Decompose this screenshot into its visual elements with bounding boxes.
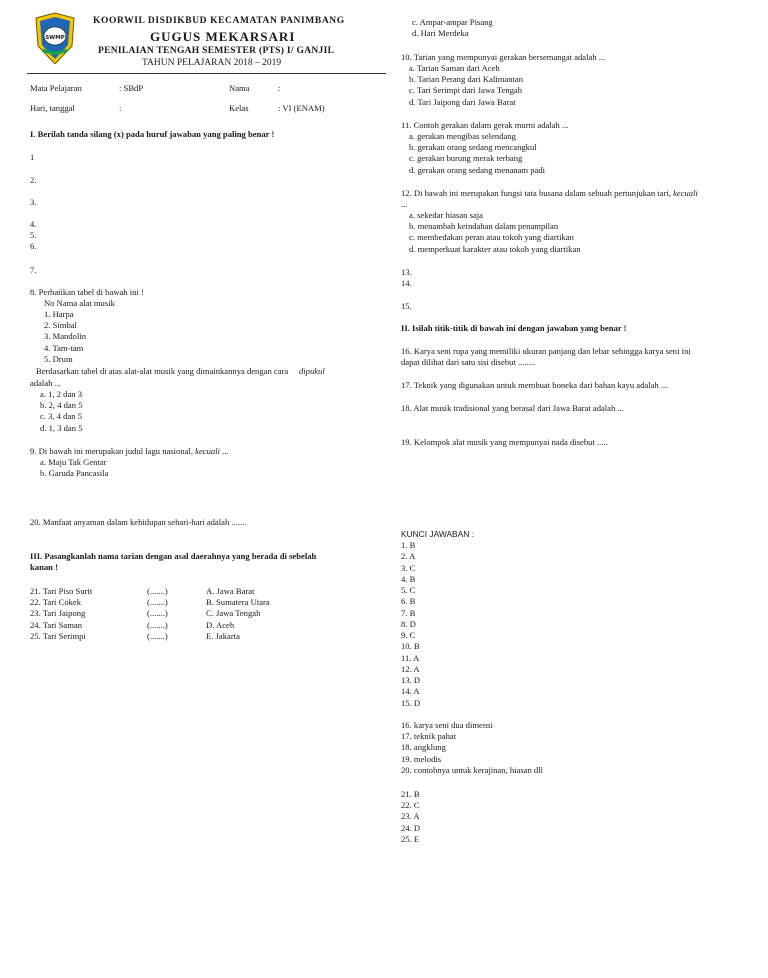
question-14: 14. [401, 278, 412, 288]
option-item: c. Tari Serimpi dari Jawa Tengah [409, 85, 523, 96]
answer-item: 5. C [401, 585, 416, 595]
table-row: 3. Mandolin [44, 331, 87, 342]
matching-region: D. Aceh [206, 619, 235, 630]
answer-item: 18. angklung [401, 742, 446, 753]
question-10-options [409, 63, 523, 108]
date-label: Hari, tanggal [30, 103, 75, 113]
name-value: : [278, 83, 281, 93]
matching-item: 21. Tari Piso Surit [30, 586, 93, 596]
section-3-title: III. Pasangkanlah nama tarian dengan asal daerahnya yang berada di sebelah [30, 551, 317, 561]
option-item: d. 1, 3 dan 5 [40, 422, 83, 433]
answer-blank: (.......) [147, 630, 168, 641]
question-19: 19. Kelompok alat musik yang mempunyai nada disebut ..... [401, 437, 608, 447]
answer-blank: (.......) [147, 586, 168, 596]
class-value: : VI (ENAM) [278, 103, 325, 113]
option-item: d. Hari Merdeka [412, 28, 469, 39]
school-emblem-icon [34, 12, 76, 64]
answer-item: 21. B [401, 789, 420, 799]
question-8-stem: 8. Perhatikan tabel di bawah ini ! [30, 287, 144, 297]
question-13: 13. [401, 267, 412, 277]
table-row: 1. Harpa [44, 309, 74, 319]
matching-region: E. Jakarta [206, 630, 240, 641]
question-8-options [40, 389, 83, 434]
matching-item: 22. Tari Cokek [30, 597, 82, 608]
date-value: : [119, 103, 122, 113]
matching-item: 24. Tari Saman [30, 619, 82, 630]
question-6: 6. [30, 241, 37, 251]
section-1-title: I. Berilah tanda silang (x) pada huruf jawaban yang paling benar ! [30, 129, 275, 139]
table-row: 2. Simbal [44, 320, 77, 331]
section-2-title: II. Isilah titik-titik di bawah ini dengan jawaban yang benar ! [401, 323, 627, 333]
question-12-options [409, 210, 581, 255]
matching-region: B. Sumatera Utara [206, 597, 270, 608]
header-school-year: TAHUN PELAJARAN 2018 – 2019 [142, 58, 282, 68]
question-8-text-end: adalah ... [30, 378, 62, 388]
question-11-stem: 11. Contoh gerakan dalam gerak murni adalah ... [401, 120, 569, 130]
question-16: 16. Karya seni rupa yang memiliki ukuran panjang dan lebar sehingga karya seni ini [401, 346, 691, 356]
name-label: Nama [229, 83, 250, 93]
header-exam-title: PENILAIAN TENGAH SEMESTER (PTS) I/ GANJIL [98, 46, 335, 56]
answer-item: 2. A [401, 551, 416, 562]
question-2: 2. [30, 175, 37, 185]
answer-item: 20. contohnya untuk kerajinan, hiasan dll [401, 764, 544, 775]
option-item: a. Tarian Saman dari Aceh [409, 63, 500, 73]
answer-item: 9. C [401, 630, 416, 640]
option-item: d. Tari Jaipong dari Jawa Barat [409, 96, 516, 107]
option-item: c. membedakan peran atau tokoh yang diartikan [409, 232, 574, 243]
subject-label: Mata Pelajaran [30, 83, 82, 93]
option-item: c. gerakan burung merak terbang [409, 153, 523, 164]
matching-blanks [147, 586, 168, 642]
answer-item: 8. D [401, 618, 416, 629]
question-11-options [409, 131, 545, 176]
question-8-table [44, 309, 86, 365]
answer-key-title: KUNCI JAWABAN : [401, 529, 474, 539]
table-row: 5. Drum [44, 353, 73, 364]
option-item: c. Ampar-ampar Pisang [412, 17, 493, 27]
answer-item: 24. D [401, 822, 421, 833]
question-8-text: Berdasarkan tabel di atas alat-alat musik yang dimainkannya dengan cara dipukul [36, 366, 325, 376]
answer-item: 7. B [401, 607, 416, 618]
option-item: a. 1, 2 dan 3 [40, 389, 83, 399]
question-5: 5. [30, 230, 37, 240]
option-item: a. sekedar hiasan saja [409, 210, 483, 220]
answer-item: 16. karya seni dua dimensi [401, 720, 493, 730]
option-item: d. memperkuat karakter atau tokoh yang diartikan [409, 243, 581, 254]
header-divider [27, 73, 386, 74]
header-cluster: GUGUS MEKARSARI [150, 29, 296, 44]
question-3: 3. [30, 197, 37, 207]
answer-item: 6. B [401, 596, 416, 607]
class-label: Kelas [229, 103, 249, 113]
answer-key-mc [401, 540, 420, 709]
answer-item: 12. A [401, 663, 420, 674]
option-item: b. Tarian Perang dari Kalimantan [409, 74, 524, 85]
matching-right [206, 586, 270, 642]
option-item: b. 2, 4 dan 5 [40, 400, 83, 411]
question-10-stem: 10. Tarian yang mempunyai gerakan bersemangat adalah ... [401, 52, 606, 62]
option-item: b. menambah keindahan dalam penampilan [409, 221, 559, 232]
question-17: 17. Teknik yang digunakan untuk membuat boneka dari bahan kayu adalah ... [401, 380, 668, 390]
subject-value: : SBdP [119, 83, 144, 93]
question-20: 20. Manfaat anyaman dalam kehidupan sehari-hari adalah ....... [30, 517, 247, 527]
answer-item: 1. B [401, 540, 416, 550]
question-18: 18. Alat musik tradisional yang berasal dari Jawa Barat adalah ... [401, 403, 624, 413]
matching-item: 25. Tari Serimpi [30, 630, 86, 641]
question-12-stem: 12. Di bawah ini merupakan fungsi tata busana dalam sebuah pertunjukan tari, kecuali [401, 188, 698, 198]
answer-item: 19. melodis [401, 753, 442, 764]
option-item: a. Maju Tak Gentar [40, 457, 107, 467]
option-item: c. 3, 4 dan 5 [40, 411, 83, 422]
answer-item: 11. A [401, 652, 420, 663]
table-row: 4. Tam-tam [44, 342, 84, 353]
question-15: 15. [401, 301, 412, 311]
option-item: d. gerakan orang sedang menanam padi [409, 164, 546, 175]
answer-key-essay [401, 720, 543, 776]
answer-blank: (.......) [147, 608, 168, 619]
matching-left [30, 586, 92, 642]
header-district: KOORWIL DISDIKBUD KECAMATAN PANIMBANG [93, 16, 345, 26]
question-12-stem-end: ... [401, 199, 408, 209]
question-4: 4. [30, 219, 37, 229]
section-3-title-end: kanan ! [30, 562, 58, 572]
matching-region: A. Jawa Barat [206, 586, 255, 596]
answer-item: 17. teknik pahat [401, 731, 457, 742]
answer-item: 22. C [401, 800, 420, 811]
matching-region: C. Jawa Tengah [206, 608, 261, 619]
question-9-options [40, 457, 109, 479]
answer-blank: (.......) [147, 619, 168, 630]
answer-item: 23. A [401, 811, 420, 822]
answer-item: 15. D [401, 697, 421, 708]
question-9-options-cont [412, 17, 493, 39]
logo-text: SWMP [45, 35, 65, 41]
option-item: a. gerakan mengibas selendang [409, 131, 516, 141]
answer-item: 3. C [401, 562, 416, 573]
answer-item: 14. A [401, 686, 420, 697]
question-1: 1 [30, 152, 35, 162]
question-9-stem: 9. Di bawah ini merupakan judul lagu nasional, kecuali ... [30, 446, 229, 456]
answer-item: 4. B [401, 573, 416, 584]
option-item: b. Garuda Pancasila [40, 468, 109, 479]
answer-item: 10. B [401, 641, 420, 652]
question-8-table-head: No Nama alat musik [44, 298, 115, 308]
option-item: b. gerakan orang sedang mencangkul [409, 142, 537, 153]
answer-blank: (.......) [147, 597, 168, 608]
question-16-end: dapat dilihat dari satu sisi disebut ........ [401, 357, 536, 367]
answer-item: 13. D [401, 675, 421, 685]
answer-item: 25. E [401, 833, 420, 844]
answer-key-matching [401, 789, 420, 845]
matching-item: 23. Tari Jaipong [30, 608, 86, 619]
question-7: 7. [30, 265, 37, 275]
